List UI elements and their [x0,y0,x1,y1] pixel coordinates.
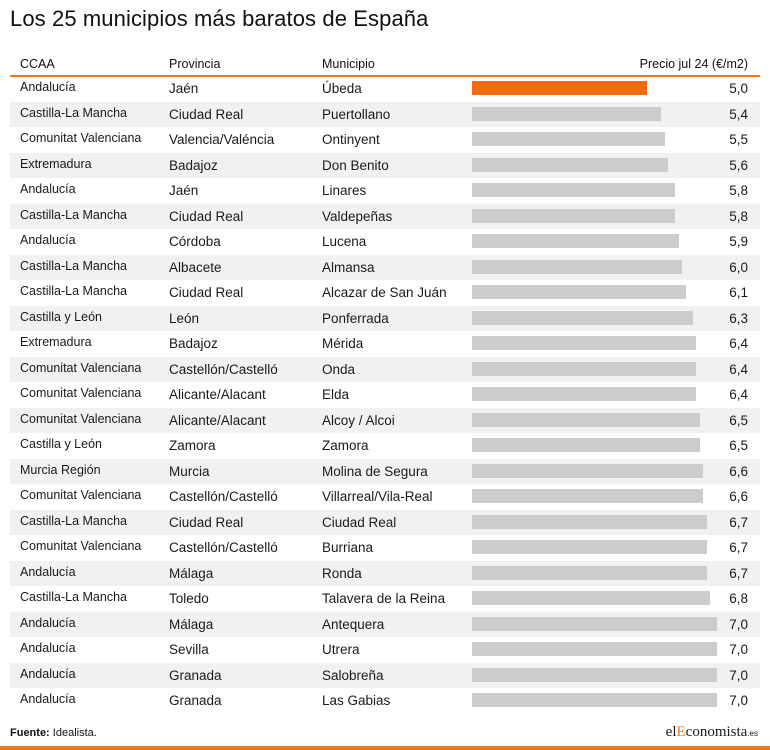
price-value: 5,6 [729,157,748,173]
provincia-cell: Ciudad Real [169,285,244,300]
price-value: 7,0 [729,693,748,708]
provincia-cell: Alicante/Alacant [169,387,266,402]
price-bar [472,260,682,274]
provincia-cell: Jaén [169,183,199,198]
municipio-cell: Don Benito [322,157,389,173]
municipio-cell: Valdepeñas [322,208,393,224]
table-row [10,229,760,255]
municipio-cell: Ciudad Real [322,514,397,530]
municipio-cell: Almansa [322,259,375,275]
provincia-cell: Albacete [169,259,222,275]
municipio-cell: Talavera de la Reina [322,591,446,606]
provincia-cell: Málaga [169,565,214,581]
provincia-cell: Murcia [169,463,210,479]
ccaa-cell: Castilla-La Mancha [20,207,127,222]
price-bar [472,336,696,350]
table-row [10,433,760,459]
municipio-cell: Las Gabias [322,693,391,708]
municipio-cell: Alcoy / Alcoi [322,412,395,428]
price-bar [472,642,717,656]
price-value: 5,4 [729,106,748,122]
ccaa-cell: Andalucía [20,80,76,94]
header-ccaa: CCAA [20,57,55,71]
page-title: Los 25 municipios más baratos de España [10,6,429,31]
municipio-cell: Onda [322,361,356,377]
ccaa-cell: Extremadura [20,156,92,171]
ccaa-cell: Comunitat Valenciana [20,411,142,426]
price-bar [472,515,707,529]
municipio-cell: Úbeda [322,81,362,96]
provincia-cell: Córdoba [169,234,221,249]
table-row [10,535,760,561]
table-row [10,255,760,281]
provincia-cell: Badajoz [169,157,218,173]
price-bar [472,362,696,376]
ccaa-cell: Andalucía [20,233,76,247]
table-header [10,57,760,75]
price-value: 5,0 [729,81,748,96]
municipio-cell: Mérida [322,336,364,351]
ccaa-cell: Andalucía [20,666,76,681]
provincia-cell: Granada [169,693,222,708]
table-row [10,306,760,332]
source-value: Idealista. [52,727,97,739]
ccaa-cell: Castilla y León [20,309,102,324]
table-row [10,408,760,434]
municipio-cell: Ronda [322,565,362,581]
table-row [10,586,760,612]
ccaa-cell: Castilla-La Mancha [20,105,127,120]
provincia-cell: Ciudad Real [169,106,244,122]
provincia-cell: Alicante/Alacant [169,412,266,428]
municipio-cell: Molina de Segura [322,463,428,479]
table-body [10,76,760,714]
municipio-cell: Elda [322,387,350,402]
ccaa-cell: Andalucía [20,615,76,630]
ccaa-cell: Castilla y León [20,437,102,451]
price-value: 6,7 [729,514,748,530]
price-value: 7,0 [729,616,748,632]
table-row [10,459,760,485]
provincia-cell: Jaén [169,81,199,96]
provincia-cell: Granada [169,667,222,683]
table-row [10,637,760,663]
price-value: 6,5 [729,412,748,428]
provincia-cell: Málaga [169,616,214,632]
table-row [10,382,760,408]
header-provincia: Provincia [169,57,221,71]
price-bar [472,234,679,248]
table-row [10,484,760,510]
table-row [10,76,760,102]
provincia-cell: Castellón/Castelló [169,489,278,504]
price-bar [472,107,661,121]
price-bar [472,285,686,299]
price-value: 7,0 [729,642,748,657]
provincia-cell: Zamora [169,438,216,453]
ccaa-cell: Castilla-La Mancha [20,513,127,528]
ccaa-cell: Castilla-La Mancha [20,258,127,273]
table-row [10,561,760,587]
price-value: 6,5 [729,438,748,453]
price-bar [472,81,647,95]
ccaa-cell: Andalucía [20,564,76,579]
table-row [10,612,760,638]
price-bar [472,387,696,401]
table-row [10,663,760,689]
price-value: 6,4 [729,387,748,402]
source-note [10,727,97,739]
table-row [10,102,760,128]
ccaa-cell: Andalucía [20,641,76,655]
price-value: 5,5 [729,132,748,147]
provincia-cell: Castellón/Castelló [169,540,278,555]
price-value: 6,3 [729,310,748,326]
price-bar [472,566,707,580]
price-bar [472,693,717,707]
price-bar [472,591,710,605]
ccaa-cell: Comunitat Valenciana [20,386,142,400]
provincia-cell: Ciudad Real [169,208,244,224]
price-value: 6,4 [729,336,748,351]
brand-logo [666,724,758,741]
price-value: 6,7 [729,565,748,581]
bottom-rule [0,746,770,750]
price-bar [472,132,665,146]
ccaa-cell: Castilla-La Mancha [20,590,127,604]
brand-e: E [676,724,686,740]
price-value: 5,8 [729,208,748,224]
price-bar [472,617,717,631]
brand-el: el [665,724,677,740]
ccaa-cell: Andalucía [20,182,76,196]
price-bar [472,540,707,554]
source-label: Fuente: [10,727,50,739]
ccaa-cell: Castilla-La Mancha [20,284,127,298]
municipio-cell: Villarreal/Vila-Real [322,489,433,504]
provincia-cell: Sevilla [169,642,209,657]
ccaa-cell: Murcia Región [20,462,101,477]
table-row [10,331,760,357]
table-row [10,153,760,179]
table-row [10,510,760,536]
municipio-cell: Lucena [322,234,367,249]
provincia-cell: Toledo [169,591,209,606]
header-precio: Precio jul 24 (€/m2) [639,57,748,71]
municipio-cell: Alcazar de San Juán [322,285,447,300]
municipio-cell: Utrera [322,642,360,657]
header-municipio: Municipio [322,57,375,71]
provincia-cell: Ciudad Real [169,514,244,530]
brand-economista: conomista [685,724,748,740]
price-value: 7,0 [729,667,748,683]
price-bar [472,311,693,325]
provincia-cell: Valencia/Valéncia [169,132,275,147]
ccaa-cell: Comunitat Valenciana [20,488,142,502]
provincia-cell: Badajoz [169,336,218,351]
table-row [10,688,760,714]
table-row [10,204,760,230]
price-value: 6,6 [729,489,748,504]
price-value: 6,7 [729,540,748,555]
provincia-cell: León [169,310,200,326]
municipio-cell: Ontinyent [322,132,380,147]
municipio-cell: Antequera [322,616,385,632]
price-bar [472,413,700,427]
brand-suffix: .es [747,729,758,738]
price-bar [472,209,675,223]
municipio-cell: Puertollano [322,106,391,122]
price-value: 6,1 [729,285,748,300]
table-row [10,127,760,153]
price-bar [472,668,717,682]
ccaa-cell: Andalucía [20,692,76,706]
price-value: 6,4 [729,361,748,377]
municipio-cell: Burriana [322,540,374,555]
municipio-cell: Salobreña [322,667,384,683]
municipio-cell: Ponferrada [322,310,389,326]
municipio-cell: Zamora [322,438,369,453]
price-value: 6,8 [729,591,748,606]
price-bar [472,158,668,172]
ccaa-cell: Comunitat Valenciana [20,360,142,375]
municipio-cell: Linares [322,183,367,198]
price-value: 6,0 [729,259,748,275]
ccaa-cell: Extremadura [20,335,92,349]
price-bar [472,489,703,503]
ccaa-cell: Comunitat Valenciana [20,539,142,553]
price-value: 5,9 [729,234,748,249]
price-value: 5,8 [729,183,748,198]
ccaa-cell: Comunitat Valenciana [20,131,142,145]
table-row [10,357,760,383]
table-row [10,280,760,306]
price-bar [472,183,675,197]
price-bar [472,464,703,478]
price-bar [472,438,700,452]
table-row [10,178,760,204]
provincia-cell: Castellón/Castelló [169,361,278,377]
price-value: 6,6 [729,463,748,479]
